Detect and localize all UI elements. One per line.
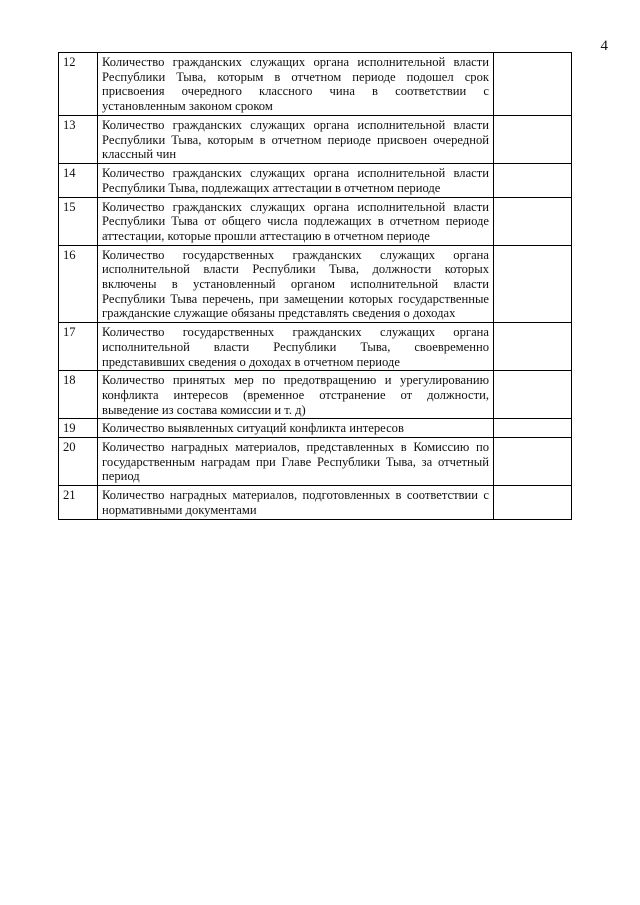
row-description: Количество государственных гражданских служащих органа исполнительной власти Республики Тыва, должности которых включены в установленный органом исполнительной власти Республики Тыва перечень, при замещении которых государственные гражданские служащие обязаны представлять сведения о доходах: [98, 245, 494, 323]
row-value: [494, 323, 572, 371]
row-number: 16: [59, 245, 98, 323]
row-number: 19: [59, 419, 98, 438]
row-value: [494, 419, 572, 438]
row-number: 20: [59, 438, 98, 486]
table-row: [59, 164, 572, 197]
table-row: [59, 323, 572, 371]
row-value: [494, 164, 572, 197]
row-value: [494, 197, 572, 245]
row-description: Количество государственных гражданских служащих органа исполнительной власти Республики Тыва, своевременно представивших сведения о доходах в отчетном периоде: [98, 323, 494, 371]
table-row: [59, 438, 572, 486]
report-table: [58, 52, 572, 520]
row-value: [494, 371, 572, 419]
row-number: 12: [59, 53, 98, 116]
row-value: [494, 116, 572, 164]
report-table-body: [59, 53, 572, 520]
row-value: [494, 53, 572, 116]
row-description: Количество гражданских служащих органа исполнительной власти Республики Тыва, подлежащих аттестации в отчетном периоде: [98, 164, 494, 197]
row-description: Количество наградных материалов, представленных в Комиссию по государственным наградам при Главе Республики Тыва, за отчетный период: [98, 438, 494, 486]
row-value: [494, 245, 572, 323]
table-row: [59, 197, 572, 245]
row-description: Количество выявленных ситуаций конфликта интересов: [98, 419, 494, 438]
row-description: Количество гражданских служащих органа исполнительной власти Республики Тыва, которым в отчетном периоде подошел срок присвоения очередного классного чина в соответствии с установленным законом сроком: [98, 53, 494, 116]
row-number: 13: [59, 116, 98, 164]
row-number: 18: [59, 371, 98, 419]
table-row: [59, 419, 572, 438]
row-description: Количество гражданских служащих органа исполнительной власти Республики Тыва от общего числа подлежащих в отчетном периоде аттестации, которые прошли аттестацию в отчетном периоде: [98, 197, 494, 245]
page-number: 4: [600, 38, 608, 54]
table-row: [59, 53, 572, 116]
table-row: [59, 371, 572, 419]
table-row: [59, 486, 572, 519]
row-number: 14: [59, 164, 98, 197]
table-row: [59, 245, 572, 323]
row-value: [494, 438, 572, 486]
table-row: [59, 116, 572, 164]
row-description: Количество принятых мер по предотвращению и урегулированию конфликта интересов (временное отстранение от должности, выведение из состава комиссии и т. д): [98, 371, 494, 419]
row-number: 21: [59, 486, 98, 519]
row-number: 17: [59, 323, 98, 371]
row-value: [494, 486, 572, 519]
row-description: Количество наградных материалов, подготовленных в соответствии с нормативными документами: [98, 486, 494, 519]
row-description: Количество гражданских служащих органа исполнительной власти Республики Тыва, которым в отчетном периоде присвоен очередной классный чин: [98, 116, 494, 164]
row-number: 15: [59, 197, 98, 245]
